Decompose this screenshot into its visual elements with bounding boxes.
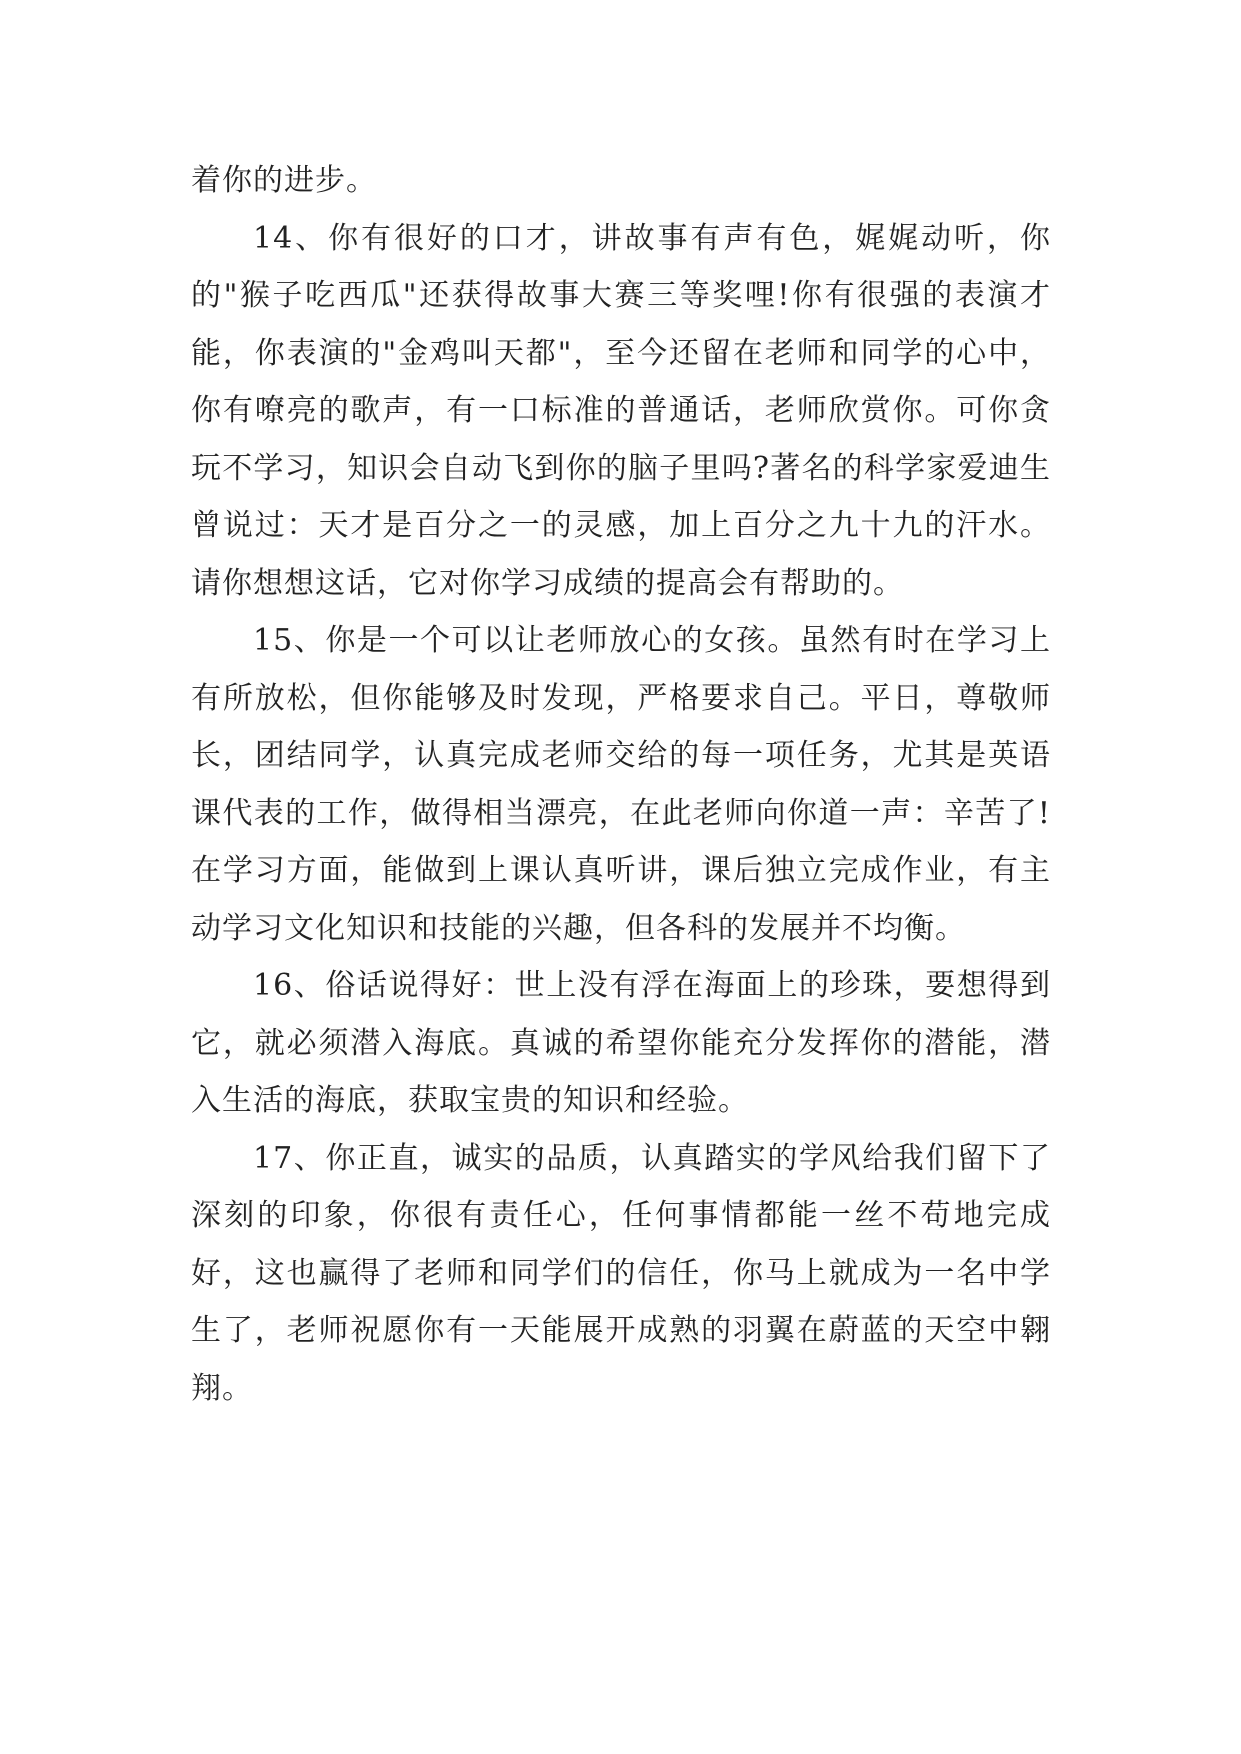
document-body (191, 152, 1051, 1417)
paragraph-item-14: 14、你有很好的口才，讲故事有声有色，娓娓动听，你的"猴子吃西瓜"还获得故事大赛三等奖哩!你有很强的表演才能，你表演的"金鸡叫天都"，至今还留在老师和同学的心中，你有嘹亮的歌声，有一口标准的普通话，老师欣赏你。可你贪玩不学习，知识会自动飞到你的脑子里吗?著名的科学家爱迪生曾说过：天才是百分之一的灵感，加上百分之九十九的汗水。请你想想这话，它对你学习成绩的提高会有帮助的。 (191, 220, 1051, 601)
paragraph-item-16: 16、俗话说得好：世上没有浮在海面上的珍珠，要想得到它，就必须潜入海底。真诚的希望你能充分发挥你的潜能，潜入生活的海底，获取宝贵的知识和经验。 (191, 968, 1051, 1118)
paragraph-item-17: 17、你正直，诚实的品质，认真踏实的学风给我们留下了深刻的印象，你很有责任心，任何事情都能一丝不苟地完成好，这也赢得了老师和同学们的信任，你马上就成为一名中学生了，老师祝愿你有一天能展开成熟的羽翼在蔚蓝的天空中翱翔。 (191, 1140, 1051, 1406)
paragraph-item-15: 15、你是一个可以让老师放心的女孩。虽然有时在学习上有所放松，但你能够及时发现，严格要求自己。平日，尊敬师长，团结同学，认真完成老师交给的每一项任务，尤其是英语课代表的工作，做得相当漂亮，在此老师向你道一声：辛苦了!在学习方面，能做到上课认真听讲，课后独立完成作业，有主动学习文化知识和技能的兴趣，但各科的发展并不均衡。 (191, 623, 1051, 946)
paragraph-continuation: 着你的进步。 (191, 163, 377, 198)
